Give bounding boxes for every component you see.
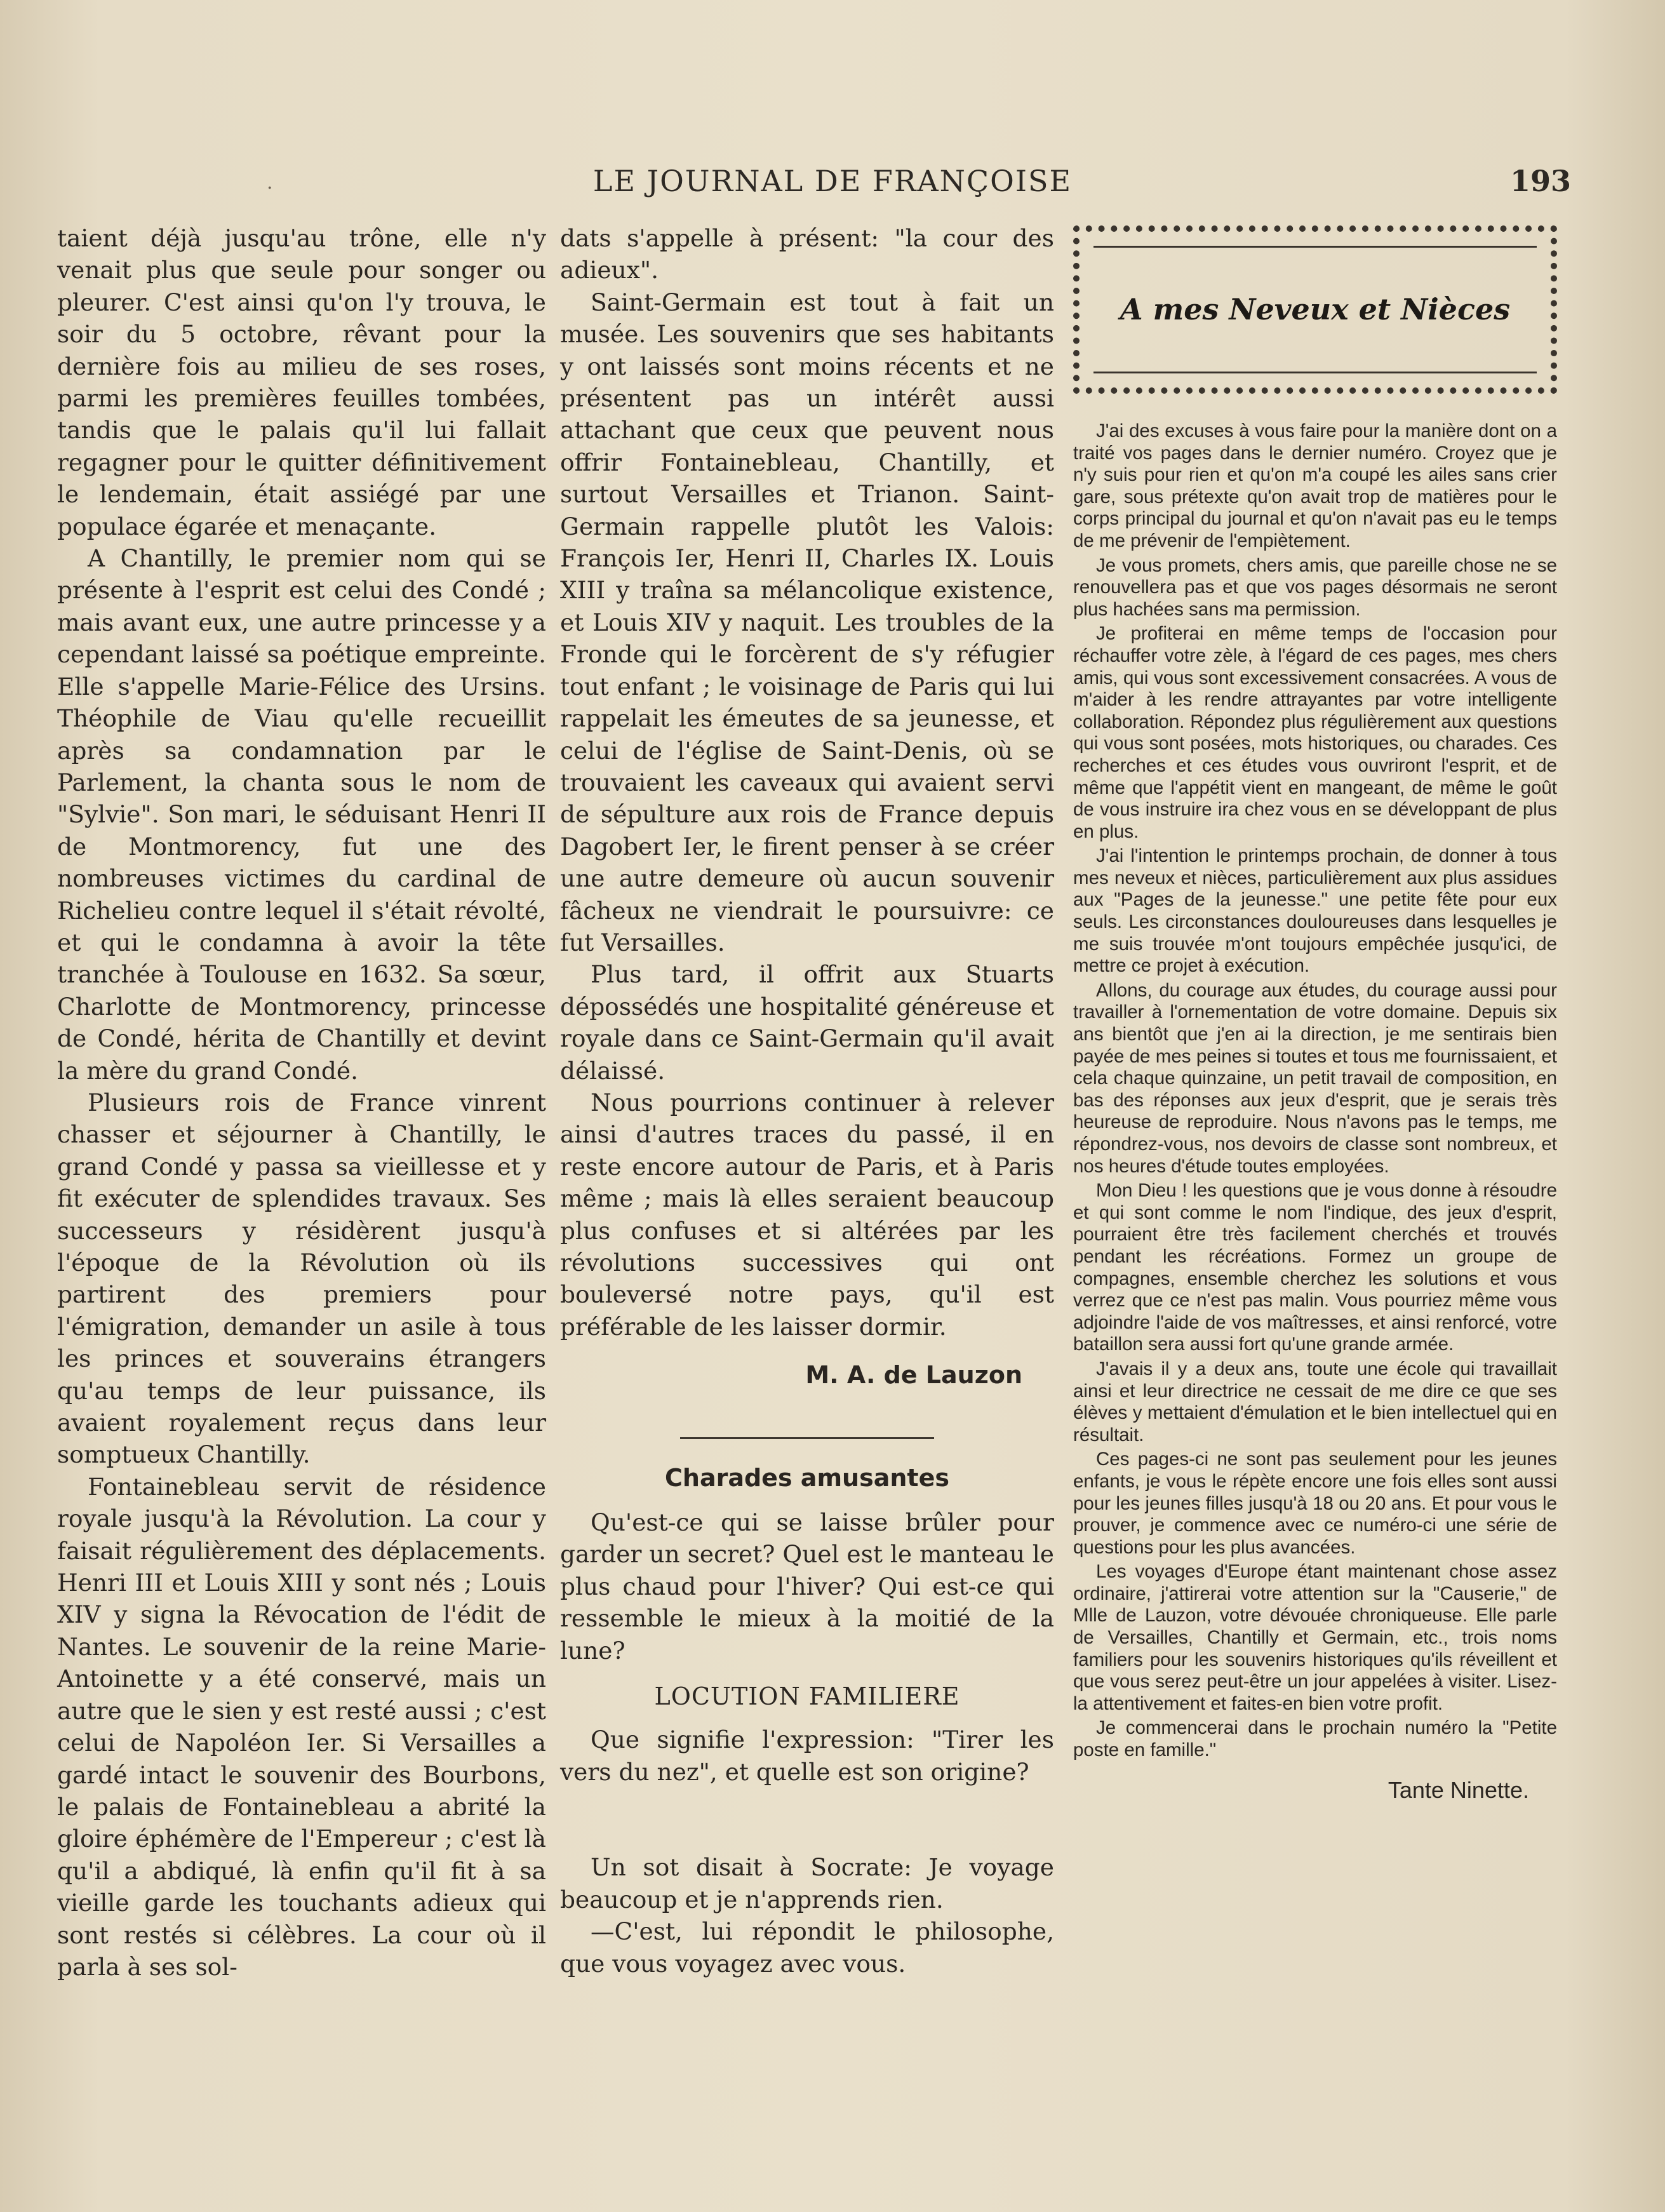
column-left (57, 222, 546, 1983)
locution-text: Que signifie l'expression: "Tirer les vers du nez", et quelle est son origine? (560, 1726, 1054, 1786)
paragraph: Je profiterai en même temps de l'occasion pour réchauffer votre zèle, à l'égard de ces pages, mes chers amis, qui vous sont excessivement consacrées. A vous de m'aider à les rendre attrayantes par votre intelligente collaboration. Répondez plus régulièrement aux questions qui vous sont posées, mots historiques, ou charades. Ces recherches et ces études vous ouvriront l'esprit, et de même que l'appétit vient en mangeant, de même le goût de vous instruire ira chez vous en se développant de plus en plus. (1073, 623, 1557, 842)
page-number: 193 (1510, 164, 1572, 198)
paragraph: Plus tard, il offrit aux Stuarts dépossédés une hospitalité généreuse et royale dans ce Saint-Germain qu'il avait délaissé. (560, 960, 1054, 1085)
letter-signature: Tante Ninette. (1388, 1776, 1529, 1803)
section-title: A mes Neveux et Nièces (1120, 292, 1511, 326)
section-divider (680, 1437, 934, 1439)
paragraph: Saint-Germain est tout à fait un musée. Les souvenirs que ses habitants y ont laissés sont moins récents et ne présentent pas un intérêt aussi attachant que ceux que peuvent nous offrir Fontainebleau, Chantilly, et surtout Versailles et Trianon. Saint-Germain rappelle plutôt les Valois: François Ier, Henri II, Charles IX. Louis XIII y traîna sa mélancolique existence, et Louis XIV y naquit. Les troubles de la Fronde qui le forcèrent de s'y réfugier tout enfant ; le voisinage de Paris qui lui rappelait les émeutes de sa jeunesse, et celui de l'église de Saint-Denis, où se trouvaient les caveaux qui avaient servi de sépulture aux rois de France depuis Dagobert Ier, le firent penser à se créer une autre demeure où aucun souvenir fâcheux ne viendrait le poursuivre: ce fut Versailles. (560, 288, 1054, 956)
paragraph: J'ai des excuses à vous faire pour la manière dont on a traité vos pages dans le dernier numéro. Croyez que je n'y suis pour rien et qu'on m'a coupé les ailes sans crier gare, sous prétexte qu'on avait trop de matières pour le corps principal du journal et qu'on n'avait pas eu le temps de me prévenir de l'empiètement. (1073, 420, 1557, 551)
paragraph: J'ai l'intention le printemps prochain, de donner à tous mes neveux et nièces, particulièrement aux plus assidues aux "Pages de la jeunesse." une petite fête pour eux seuls. Les circonstances douloureuses dans lesquelles je me suis trouvée m'ont toujours empêchée jusqu'ici, de mettre ce projet à exécution. (1073, 845, 1557, 977)
paragraph: Je vous promets, chers amis, que pareille chose ne se renouvellera pas et que vos pages désormais ne seront plus hachées sans ma permission. (1073, 554, 1557, 620)
paragraph: A Chantilly, le premier nom qui se présente à l'esprit est celui des Condé ; mais avant eux, une autre princesse y a cependant laissé sa poétique empreinte. Elle s'appelle Marie-Félice des Ursins. Théophile de Viau qu'elle recueillit après sa condamnation par le Parlement, la chanta sous le nom de "Sylvie". Son mari, le séduisant Henri II de Montmorency, fut une des nombreuses victimes du cardinal de Richelieu contre lequel il s'était révolté, et qui le condamna à avoir la tête tranchée à Toulouse en 1632. Sa sœur, Charlotte de Montmorency, princesse de Condé, hérita de Chantilly et devint la mère du grand Condé. (57, 544, 546, 1085)
paragraph: Fontainebleau servit de résidence royale jusqu'à la Révolution. La cour y faisait régulièrement des déplacements. Henri III et Louis XIII y sont nés ; Louis XIV y signa la Révocation de l'édit de Nantes. Le souvenir de la reine Marie-Antoinette y a été conservé, mais un autre que le sien y est resté aussi ; c'est celui de Napoléon Ier. Si Versailles a gardé intact le souvenir des Bourbons, le palais de Fontainebleau a abrité la gloire éphémère de l'Empereur ; c'est là qu'il a abdiqué, là enfin qu'il fit à sa vieille garde les touchants adieux qui sont restés si célèbres. La cour où il parla à ses sol- (57, 1472, 546, 1981)
paragraph: Je commencerai dans le prochain numéro la "Petite poste en famille." (1073, 1717, 1557, 1761)
spacer (560, 1788, 1054, 1851)
paragraph: J'avais il y a deux ans, toute une école qui travaillait ainsi et leur directrice ne cessait de me dire ce que ses élèves y mettaient d'émulation et le bien intellectuel qui en résultait. (1073, 1358, 1557, 1445)
paragraph: Plusieurs rois de France vinrent chasser et séjourner à Chantilly, le grand Condé y passa sa vieillesse et y fit exécuter de splendides travaux. Ses successeurs y résidèrent jusqu'à l'époque de la Révolution où ils partirent des premiers pour l'émigration, demander un asile à tous les princes et souverains étrangers qu'au temps de leur puissance, ils avaient royalement reçus dans leur somptueux Chantilly. (57, 1088, 546, 1469)
paragraph: Allons, du courage aux études, du courage aussi pour travailler à l'ornementation de votre domaine. Depuis six ans bientôt que j'en ai la direction, je me sentirais bien payée de mes peines si toutes et tous me fournissaient, et cela chaque quinzaine, un petit travail de composition, en bas des réponses aux jeux d'esprit, que je serais très heureuse de reproduire. Nous n'avons pas le temps, me répondrez-vous, nos devoirs de classe sont nombreux, et nos heures d'étude toutes employées. (1073, 979, 1557, 1177)
letter-body (1073, 420, 1557, 1762)
paragraph: taient déjà jusqu'au trône, elle n'y venait plus que seule pour songer ou pleurer. C'est ainsi qu'on l'y trouva, le soir du 5 octobre, rêvant pour la dernière fois au milieu de ses roses, parmi les premières feuilles tombées, tandis que le palais qu'il lui fallait regagner pour le quitter définitivement le lendemain, était assiégé par une populace égarée et menaçante. (57, 224, 546, 540)
paragraph: dats s'appelle à présent: "la cour des adieux". (560, 224, 1054, 285)
column-right (1073, 225, 1557, 1804)
anecdote-text: Un sot disait à Socrate: Je voyage beaucoup et je n'apprends rien. (560, 1853, 1054, 1914)
paragraph: Nous pourrions continuer à relever ainsi d'autres traces du passé, il en reste encore autour de Paris, et à Paris même ; mais là elles seraient beaucoup plus confuses et si altérées par les révolutions successives qui ont bouleversé notre pays, qu'il est préférable de les laisser dormir. (560, 1088, 1054, 1341)
charades-heading: Charades amusantes (665, 1463, 949, 1492)
decorative-title-frame (1073, 225, 1557, 394)
page-header-title: LE JOURNAL DE FRANÇOISE (592, 164, 1073, 198)
anecdote-reply: —C'est, lui répondit le philosophe, que vous voyagez avec vous. (560, 1917, 1054, 1978)
paragraph: Mon Dieu ! les questions que je vous donne à résoudre et qui sont comme le nom l'indique, des jeux d'esprit, pourraient être très facilement cherchés et trouvés pendant les récréations. Formez un groupe de compagnes, ensemble cherchez les solutions et vous verrez que ce n'est pas malin. Vous pourriez même vous adjoindre l'aide de vos maîtresses, et ainsi renforcé, votre bataillon sera aussi fort qu'une grande armée. (1073, 1180, 1557, 1355)
paragraph: Ces pages-ci ne sont pas seulement pour les jeunes enfants, je vous le répète encore une fois elles sont aussi pour les jeunes filles jusqu'à 18 ou 20 ans. Et pour vous le prouver, je commence avec ce numéro-ci une série de questions pour les plus avancées. (1073, 1449, 1557, 1558)
charade-text: Qu'est-ce qui se laisse brûler pour garder un secret? Quel est le manteau le plus chaud pour l'hiver? Qui est-ce qui ressemble le mieux à la moitié de la lune? (560, 1508, 1054, 1665)
header-dot: . (267, 171, 273, 194)
locution-heading: LOCUTION FAMILIERE (654, 1682, 960, 1711)
author-signature: M. A. de Lauzon (805, 1361, 1022, 1390)
column-middle (560, 222, 1054, 1980)
paragraph: Les voyages d'Europe étant maintenant chose assez ordinaire, j'attirerai votre attention sur la "Causerie," de Mlle de Lauzon, votre dévouée chroniqueuse. Elle parle de Versailles, Chantilly et Germain, etc., trois noms familiers pour les souvenirs historiques qu'ils réveillent et que vous serez peut-être un jour appelées à visiter. Lisez-la attentivement et faites-en bien votre profit. (1073, 1561, 1557, 1714)
